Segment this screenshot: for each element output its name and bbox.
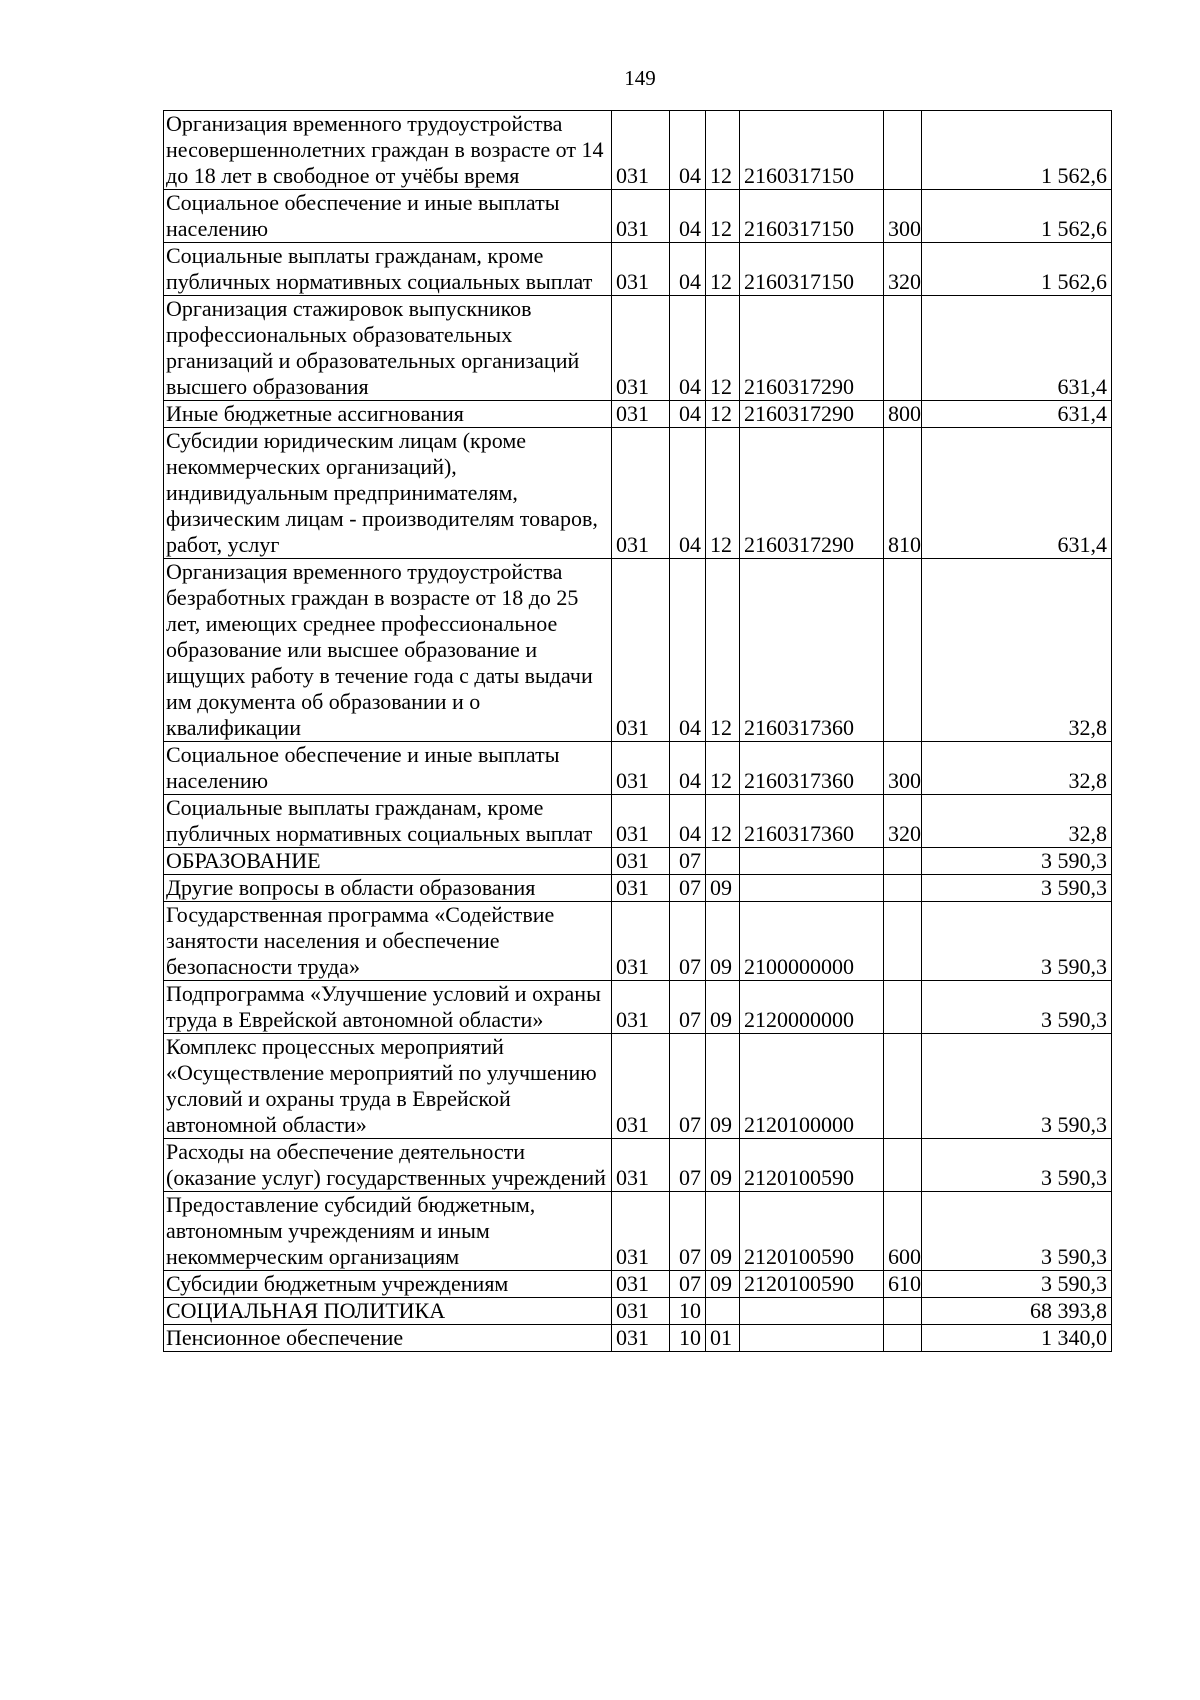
row-name: Организация временного трудоустройства безработных граждан в возрасте от 18 до 25 лет, имеющих среднее профессиональное образование или высшее образование и ищущих работу в течение года с даты выдачи им документа об образовании и о квалификации [164, 559, 612, 742]
row-name: Социальное обеспечение и иные выплаты населению [164, 742, 612, 795]
amount: 1 562,6 [922, 111, 1112, 190]
subsection-code: 09 [706, 981, 740, 1034]
subsection-code: 12 [706, 243, 740, 296]
row-name: Субсидии юридическим лицам (кроме некоммерческих организаций), индивидуальным предпринимателям, физическим лицам - производителям товаров, работ, услуг [164, 428, 612, 559]
section-code: 07 [670, 1034, 706, 1139]
row-name: ОБРАЗОВАНИЕ [164, 848, 612, 875]
expense-type-code [884, 559, 922, 742]
table-row [164, 795, 1112, 848]
subsection-code: 09 [706, 1192, 740, 1271]
expense-type-code [884, 111, 922, 190]
expense-type-code: 300 [884, 190, 922, 243]
target-article-code: 2160317360 [740, 742, 884, 795]
expense-type-code: 320 [884, 243, 922, 296]
section-code: 04 [670, 190, 706, 243]
row-name: Субсидии бюджетным учреждениям [164, 1271, 612, 1298]
table-row [164, 848, 1112, 875]
subsection-code: 12 [706, 742, 740, 795]
amount: 68 393,8 [922, 1298, 1112, 1325]
section-code: 07 [670, 848, 706, 875]
amount: 3 590,3 [922, 848, 1112, 875]
section-code: 07 [670, 1192, 706, 1271]
subsection-code: 09 [706, 902, 740, 981]
row-name: Расходы на обеспечение деятельности (оказание услуг) государственных учреждений [164, 1139, 612, 1192]
amount: 3 590,3 [922, 902, 1112, 981]
subsection-code: 12 [706, 296, 740, 401]
grbs-code: 031 [612, 296, 670, 401]
table-row [164, 296, 1112, 401]
grbs-code: 031 [612, 559, 670, 742]
row-name: Подпрограмма «Улучшение условий и охраны труда в Еврейской автономной области» [164, 981, 612, 1034]
target-article-code: 2160317290 [740, 296, 884, 401]
subsection-code: 09 [706, 1271, 740, 1298]
subsection-code: 12 [706, 401, 740, 428]
amount: 3 590,3 [922, 1192, 1112, 1271]
target-article-code: 2160317360 [740, 795, 884, 848]
grbs-code: 031 [612, 1298, 670, 1325]
expense-type-code [884, 1298, 922, 1325]
target-article-code [740, 875, 884, 902]
table-row [164, 902, 1112, 981]
section-code: 07 [670, 875, 706, 902]
table-row [164, 1034, 1112, 1139]
table-row [164, 190, 1112, 243]
subsection-code: 09 [706, 875, 740, 902]
target-article-code [740, 848, 884, 875]
amount: 3 590,3 [922, 981, 1112, 1034]
grbs-code: 031 [612, 848, 670, 875]
subsection-code [706, 1298, 740, 1325]
table-row [164, 401, 1112, 428]
grbs-code: 031 [612, 243, 670, 296]
target-article-code: 2160317150 [740, 111, 884, 190]
subsection-code: 01 [706, 1325, 740, 1352]
row-name: Пенсионное обеспечение [164, 1325, 612, 1352]
expense-type-code: 800 [884, 401, 922, 428]
subsection-code: 12 [706, 559, 740, 742]
grbs-code: 031 [612, 1192, 670, 1271]
expense-type-code [884, 1325, 922, 1352]
amount: 1 340,0 [922, 1325, 1112, 1352]
section-code: 04 [670, 401, 706, 428]
target-article-code: 2120100590 [740, 1192, 884, 1271]
expense-type-code [884, 1034, 922, 1139]
row-name: Организация временного трудоустройства несовершеннолетних граждан в возрасте от 14 до 18 лет в свободное от учёбы время [164, 111, 612, 190]
amount: 32,8 [922, 795, 1112, 848]
target-article-code: 2120000000 [740, 981, 884, 1034]
row-name: Иные бюджетные ассигнования [164, 401, 612, 428]
target-article-code: 2160317150 [740, 190, 884, 243]
table-row [164, 1139, 1112, 1192]
expense-type-code [884, 902, 922, 981]
amount: 1 562,6 [922, 243, 1112, 296]
grbs-code: 031 [612, 1325, 670, 1352]
section-code: 04 [670, 243, 706, 296]
table-row [164, 111, 1112, 190]
grbs-code: 031 [612, 981, 670, 1034]
grbs-code: 031 [612, 1139, 670, 1192]
subsection-code: 09 [706, 1139, 740, 1192]
expense-type-code [884, 848, 922, 875]
table-row [164, 243, 1112, 296]
row-name: Социальное обеспечение и иные выплаты населению [164, 190, 612, 243]
table-body [164, 111, 1112, 1352]
expense-type-code [884, 875, 922, 902]
section-code: 07 [670, 902, 706, 981]
amount: 3 590,3 [922, 1034, 1112, 1139]
table-row [164, 1325, 1112, 1352]
amount: 32,8 [922, 742, 1112, 795]
table-row [164, 1271, 1112, 1298]
amount: 1 562,6 [922, 190, 1112, 243]
expense-type-code [884, 1139, 922, 1192]
amount: 631,4 [922, 296, 1112, 401]
section-code: 07 [670, 1139, 706, 1192]
row-name: Другие вопросы в области образования [164, 875, 612, 902]
subsection-code: 12 [706, 428, 740, 559]
grbs-code: 031 [612, 795, 670, 848]
target-article-code: 2160317290 [740, 401, 884, 428]
amount: 631,4 [922, 401, 1112, 428]
grbs-code: 031 [612, 428, 670, 559]
section-code: 04 [670, 428, 706, 559]
expense-type-code: 810 [884, 428, 922, 559]
amount: 32,8 [922, 559, 1112, 742]
section-code: 10 [670, 1298, 706, 1325]
amount: 3 590,3 [922, 1271, 1112, 1298]
table-row [164, 1192, 1112, 1271]
subsection-code: 12 [706, 795, 740, 848]
row-name: СОЦИАЛЬНАЯ ПОЛИТИКА [164, 1298, 612, 1325]
amount: 631,4 [922, 428, 1112, 559]
target-article-code: 2120100000 [740, 1034, 884, 1139]
grbs-code: 031 [612, 190, 670, 243]
table-row [164, 742, 1112, 795]
row-name: Комплекс процессных мероприятий «Осуществление мероприятий по улучшению условий и охраны труда в Еврейской автономной области» [164, 1034, 612, 1139]
table-row [164, 1298, 1112, 1325]
grbs-code: 031 [612, 902, 670, 981]
target-article-code: 2160317360 [740, 559, 884, 742]
section-code: 07 [670, 981, 706, 1034]
section-code: 04 [670, 296, 706, 401]
subsection-code: 12 [706, 111, 740, 190]
expense-type-code: 600 [884, 1192, 922, 1271]
row-name: Социальные выплаты гражданам, кроме публичных нормативных социальных выплат [164, 243, 612, 296]
grbs-code: 031 [612, 111, 670, 190]
amount: 3 590,3 [922, 875, 1112, 902]
grbs-code: 031 [612, 1034, 670, 1139]
section-code: 04 [670, 559, 706, 742]
expense-type-code [884, 296, 922, 401]
target-article-code [740, 1325, 884, 1352]
section-code: 07 [670, 1271, 706, 1298]
row-name: Социальные выплаты гражданам, кроме публичных нормативных социальных выплат [164, 795, 612, 848]
expense-type-code: 610 [884, 1271, 922, 1298]
target-article-code: 2160317290 [740, 428, 884, 559]
grbs-code: 031 [612, 1271, 670, 1298]
table-row [164, 559, 1112, 742]
subsection-code: 09 [706, 1034, 740, 1139]
expense-type-code: 300 [884, 742, 922, 795]
target-article-code: 2120100590 [740, 1139, 884, 1192]
grbs-code: 031 [612, 742, 670, 795]
grbs-code: 031 [612, 875, 670, 902]
grbs-code: 031 [612, 401, 670, 428]
section-code: 10 [670, 1325, 706, 1352]
subsection-code [706, 848, 740, 875]
expense-type-code [884, 981, 922, 1034]
target-article-code [740, 1298, 884, 1325]
budget-table [163, 110, 1112, 1352]
section-code: 04 [670, 111, 706, 190]
amount: 3 590,3 [922, 1139, 1112, 1192]
target-article-code: 2100000000 [740, 902, 884, 981]
subsection-code: 12 [706, 190, 740, 243]
page-number: 149 [624, 66, 656, 90]
target-article-code: 2160317150 [740, 243, 884, 296]
section-code: 04 [670, 742, 706, 795]
section-code: 04 [670, 795, 706, 848]
row-name: Государственная программа «Содействие занятости населения и обеспечение безопасности труда» [164, 902, 612, 981]
row-name: Организация стажировок выпускников профессиональных образовательных рганизаций и образовательных организаций высшего образования [164, 296, 612, 401]
table-row [164, 875, 1112, 902]
row-name: Предоставление субсидий бюджетным, автономным учреждениям и иным некоммерческим организациям [164, 1192, 612, 1271]
table-row [164, 981, 1112, 1034]
target-article-code: 2120100590 [740, 1271, 884, 1298]
table-row [164, 428, 1112, 559]
expense-type-code: 320 [884, 795, 922, 848]
